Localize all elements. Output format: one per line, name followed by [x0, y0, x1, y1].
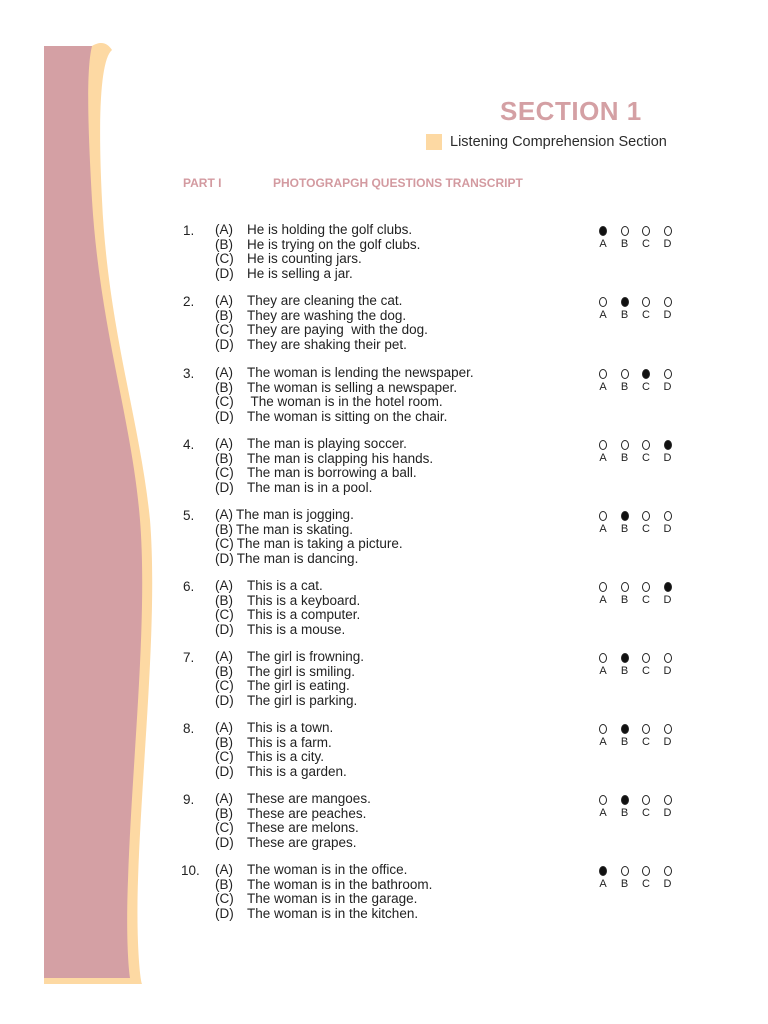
bubble-column	[661, 369, 675, 393]
bubble-column	[618, 653, 632, 677]
option-letter: (C)	[215, 465, 234, 480]
option-text: These are peaches.	[247, 805, 367, 821]
option-text: The woman is in the kitchen.	[247, 905, 419, 921]
empty-bubble-icon	[642, 440, 650, 450]
empty-bubble-icon	[664, 866, 672, 876]
bubble-column	[661, 511, 675, 535]
option-text: The woman is sitting on the chair.	[247, 408, 448, 424]
empty-bubble-icon	[664, 653, 672, 663]
option-text: The man is playing soccer.	[247, 436, 407, 451]
option-text: The girl is smiling.	[247, 663, 356, 679]
bubble-letter: B	[620, 594, 629, 606]
option-text: This is a computer.	[247, 607, 361, 622]
option-letter: (D)	[215, 550, 234, 566]
part-label: PART I	[183, 176, 222, 190]
bubble-letter: B	[620, 238, 629, 250]
bubble-letter: D	[663, 381, 672, 393]
option-text: He is trying on the golf clubs.	[247, 236, 421, 252]
option-letter: (A)	[215, 365, 233, 380]
bubble-letter: A	[599, 665, 607, 677]
subtitle-marker	[426, 134, 442, 150]
bubble-column	[618, 511, 632, 535]
bubble-column	[639, 440, 653, 464]
question-number: 5.	[183, 508, 195, 523]
option-text: The woman is lending the newspaper.	[247, 365, 474, 380]
empty-bubble-icon	[664, 724, 672, 734]
option-text: These are grapes.	[247, 834, 357, 850]
bubble-letter: D	[663, 523, 672, 535]
bubble-letter: B	[620, 523, 629, 535]
option-text: They are washing the dog.	[247, 307, 407, 323]
bubble-column	[661, 724, 675, 748]
option-text: This is a mouse.	[247, 621, 346, 637]
option-text: The girl is frowning.	[247, 649, 365, 664]
answer-bubbles	[596, 795, 680, 825]
option-text: They are paying with the dog.	[247, 322, 428, 337]
bubble-column	[639, 724, 653, 748]
option-letter: (D)	[215, 763, 234, 779]
option-letter: (C)	[215, 394, 234, 409]
option-letter: (B)	[215, 734, 233, 750]
empty-bubble-icon	[642, 511, 650, 521]
option-text: The man is in a pool.	[247, 479, 373, 495]
bubble-letter: D	[663, 309, 672, 321]
bubble-letter: C	[642, 878, 650, 890]
bubble-letter: D	[663, 594, 672, 606]
answer-bubbles	[596, 226, 680, 256]
bubble-letter: A	[599, 381, 607, 393]
option-letter: (A)	[215, 578, 233, 593]
option-letter: (B)	[215, 307, 233, 323]
empty-bubble-icon	[599, 653, 607, 663]
bubble-letter: C	[642, 452, 650, 464]
bubble-letter: A	[599, 807, 607, 819]
bubble-letter: C	[642, 736, 650, 748]
option-letter: (C)	[215, 322, 234, 337]
bubble-letter: D	[663, 665, 672, 677]
option-letter: (C)	[215, 607, 234, 622]
empty-bubble-icon	[599, 440, 607, 450]
subtitle-row	[426, 134, 667, 150]
option-letter: (D)	[215, 692, 234, 708]
empty-bubble-icon	[621, 582, 629, 592]
option-letter: (B)	[215, 805, 233, 821]
answer-bubbles	[596, 511, 680, 541]
bubble-column	[596, 511, 610, 535]
bubble-column	[639, 582, 653, 606]
filled-bubble-icon	[621, 795, 629, 805]
option-text: The woman is in the bathroom.	[247, 876, 433, 892]
bubble-letter: A	[599, 238, 607, 250]
option-letter: (A)	[215, 720, 233, 735]
bubble-column	[639, 511, 653, 535]
bubble-letter: B	[620, 736, 629, 748]
bubble-letter: B	[620, 381, 629, 393]
option-letter: (C)	[215, 678, 234, 693]
filled-bubble-icon	[664, 582, 672, 592]
bubble-column	[661, 866, 675, 890]
option-text: This is a farm.	[247, 734, 332, 750]
option-letter: (B)	[215, 450, 233, 466]
bubble-column	[618, 440, 632, 464]
bubble-column	[639, 226, 653, 250]
bubble-column	[618, 297, 632, 321]
bubble-column	[596, 297, 610, 321]
option-letter: (C)	[215, 891, 234, 906]
bubble-column	[661, 795, 675, 819]
option-text: The woman is selling a newspaper.	[247, 379, 458, 395]
empty-bubble-icon	[599, 511, 607, 521]
bubble-column	[596, 653, 610, 677]
filled-bubble-icon	[621, 511, 629, 521]
empty-bubble-icon	[599, 297, 607, 307]
option-text: The man is jogging.	[236, 507, 354, 522]
option-letter: (B)	[215, 379, 233, 395]
answer-bubbles	[596, 724, 680, 754]
empty-bubble-icon	[664, 297, 672, 307]
option-letter: (A)	[215, 293, 233, 308]
option-text: The woman is in the garage.	[247, 891, 418, 906]
option-letter: (A)	[215, 507, 233, 522]
option-text: The man is borrowing a ball.	[247, 465, 417, 480]
bubble-column	[596, 369, 610, 393]
bubble-column	[596, 795, 610, 819]
option-letter: (D)	[215, 479, 234, 495]
option-text: They are cleaning the cat.	[247, 293, 403, 308]
answer-option	[215, 537, 403, 552]
option-text: This is a cat.	[247, 578, 323, 593]
bubble-letter: C	[642, 665, 650, 677]
bubble-letter: C	[642, 238, 650, 250]
bubble-column	[596, 582, 610, 606]
answer-option	[215, 523, 353, 538]
option-letter: (B)	[215, 663, 233, 679]
option-letter: (B)	[215, 592, 233, 608]
option-text: The man is clapping his hands.	[247, 450, 434, 466]
empty-bubble-icon	[621, 866, 629, 876]
empty-bubble-icon	[664, 511, 672, 521]
bubble-column	[639, 866, 653, 890]
bubble-column	[639, 369, 653, 393]
bubble-letter: B	[620, 452, 629, 464]
option-letter: (D)	[215, 265, 234, 281]
answer-bubbles	[596, 582, 680, 612]
empty-bubble-icon	[621, 440, 629, 450]
bubble-column	[596, 724, 610, 748]
bubble-column	[596, 866, 610, 890]
bubble-letter: A	[599, 594, 607, 606]
option-letter: (C)	[215, 251, 234, 266]
part-title: PHOTOGRAPGH QUESTIONS TRANSCRIPT	[273, 176, 523, 190]
bubble-column	[618, 582, 632, 606]
answer-bubbles	[596, 866, 680, 896]
bubble-letter: B	[620, 665, 629, 677]
option-text: The woman is in the office.	[247, 862, 408, 877]
option-text: These are melons.	[247, 820, 359, 835]
option-text: He is selling a jar.	[247, 265, 353, 281]
empty-bubble-icon	[642, 866, 650, 876]
question-number: 2.	[183, 294, 195, 309]
decorative-side-banner	[0, 0, 200, 1024]
option-letter: (D)	[215, 834, 234, 850]
empty-bubble-icon	[664, 226, 672, 236]
empty-bubble-icon	[621, 226, 629, 236]
answer-bubbles	[596, 369, 680, 399]
section-subtitle: Listening Comprehension Section	[450, 134, 667, 150]
bubble-letter: A	[599, 736, 607, 748]
empty-bubble-icon	[621, 369, 629, 379]
option-letter: (A)	[215, 862, 233, 877]
option-letter: (D)	[215, 336, 234, 352]
empty-bubble-icon	[642, 724, 650, 734]
bubble-column	[618, 866, 632, 890]
section-title: SECTION 1	[500, 96, 642, 126]
empty-bubble-icon	[642, 795, 650, 805]
filled-bubble-icon	[621, 724, 629, 734]
answer-bubbles	[596, 440, 680, 470]
bubble-column	[661, 226, 675, 250]
bubble-column	[661, 440, 675, 464]
bubble-column	[661, 653, 675, 677]
bubble-column	[618, 369, 632, 393]
option-text: This is a keyboard.	[247, 592, 361, 608]
bubble-letter: D	[663, 807, 672, 819]
option-letter: (A)	[215, 791, 233, 806]
bubble-letter: D	[663, 878, 672, 890]
filled-bubble-icon	[621, 653, 629, 663]
option-letter: (B)	[215, 876, 233, 892]
bubble-column	[639, 297, 653, 321]
option-letter: (C)	[215, 820, 234, 835]
empty-bubble-icon	[599, 369, 607, 379]
question-number: 3.	[183, 366, 195, 381]
option-letter: (D)	[215, 905, 234, 921]
option-text: These are mangoes.	[247, 791, 371, 806]
empty-bubble-icon	[599, 582, 607, 592]
option-letter: (B)	[215, 521, 233, 537]
option-letter: (C)	[215, 749, 234, 764]
bubble-column	[661, 297, 675, 321]
bubble-letter: A	[599, 523, 607, 535]
bubble-letter: C	[642, 807, 650, 819]
option-text: The man is taking a picture.	[236, 536, 403, 551]
question-number: 1.	[183, 223, 195, 238]
option-text: The woman is in the hotel room.	[247, 394, 443, 409]
bubble-column	[661, 582, 675, 606]
question-number: 6.	[183, 579, 195, 594]
option-text: This is a town.	[247, 720, 334, 735]
filled-bubble-icon	[599, 866, 607, 876]
bubble-letter: B	[620, 878, 629, 890]
question-number: 7.	[183, 650, 195, 665]
bubble-letter: D	[663, 238, 672, 250]
empty-bubble-icon	[599, 795, 607, 805]
bubble-column	[618, 724, 632, 748]
bubble-letter: A	[599, 452, 607, 464]
bubble-letter: A	[599, 309, 607, 321]
question-number: 9.	[183, 792, 195, 807]
bubble-letter: C	[642, 309, 650, 321]
option-letter: (D)	[215, 408, 234, 424]
bubble-column	[618, 226, 632, 250]
question-number: 8.	[183, 721, 195, 736]
empty-bubble-icon	[642, 653, 650, 663]
question-number: 4.	[183, 437, 195, 452]
bubble-letter: A	[599, 878, 607, 890]
answer-bubbles	[596, 297, 680, 327]
option-letter: (A)	[215, 222, 233, 237]
empty-bubble-icon	[642, 297, 650, 307]
option-text: They are shaking their pet.	[247, 336, 407, 352]
option-text: This is a city.	[247, 749, 325, 764]
bubble-letter: D	[663, 452, 672, 464]
option-letter: (C)	[215, 536, 234, 551]
answer-option	[215, 552, 358, 567]
bubble-column	[596, 226, 610, 250]
option-letter: (A)	[215, 649, 233, 664]
option-text: The girl is parking.	[247, 692, 358, 708]
bubble-column	[639, 653, 653, 677]
option-text: This is a garden.	[247, 763, 347, 779]
option-text: The girl is eating.	[247, 678, 350, 693]
filled-bubble-icon	[621, 297, 629, 307]
bubble-letter: D	[663, 736, 672, 748]
empty-bubble-icon	[599, 724, 607, 734]
bubble-column	[596, 440, 610, 464]
empty-bubble-icon	[642, 582, 650, 592]
option-letter: (B)	[215, 236, 233, 252]
empty-bubble-icon	[664, 369, 672, 379]
bubble-letter: C	[642, 523, 650, 535]
option-text: He is holding the golf clubs.	[247, 222, 413, 237]
bubble-letter: C	[642, 381, 650, 393]
bubble-letter: B	[620, 807, 629, 819]
bubble-column	[639, 795, 653, 819]
option-letter: (A)	[215, 436, 233, 451]
filled-bubble-icon	[599, 226, 607, 236]
filled-bubble-icon	[664, 440, 672, 450]
empty-bubble-icon	[642, 226, 650, 236]
option-letter: (D)	[215, 621, 234, 637]
filled-bubble-icon	[642, 369, 650, 379]
answer-bubbles	[596, 653, 680, 683]
question-number: 10.	[181, 863, 200, 878]
bubble-column	[618, 795, 632, 819]
answer-option	[215, 508, 354, 523]
bubble-letter: B	[620, 309, 629, 321]
empty-bubble-icon	[664, 795, 672, 805]
bubble-letter: C	[642, 594, 650, 606]
option-text: He is counting jars.	[247, 251, 362, 266]
option-text: The man is skating.	[236, 521, 354, 537]
option-text: The man is dancing.	[236, 550, 359, 566]
